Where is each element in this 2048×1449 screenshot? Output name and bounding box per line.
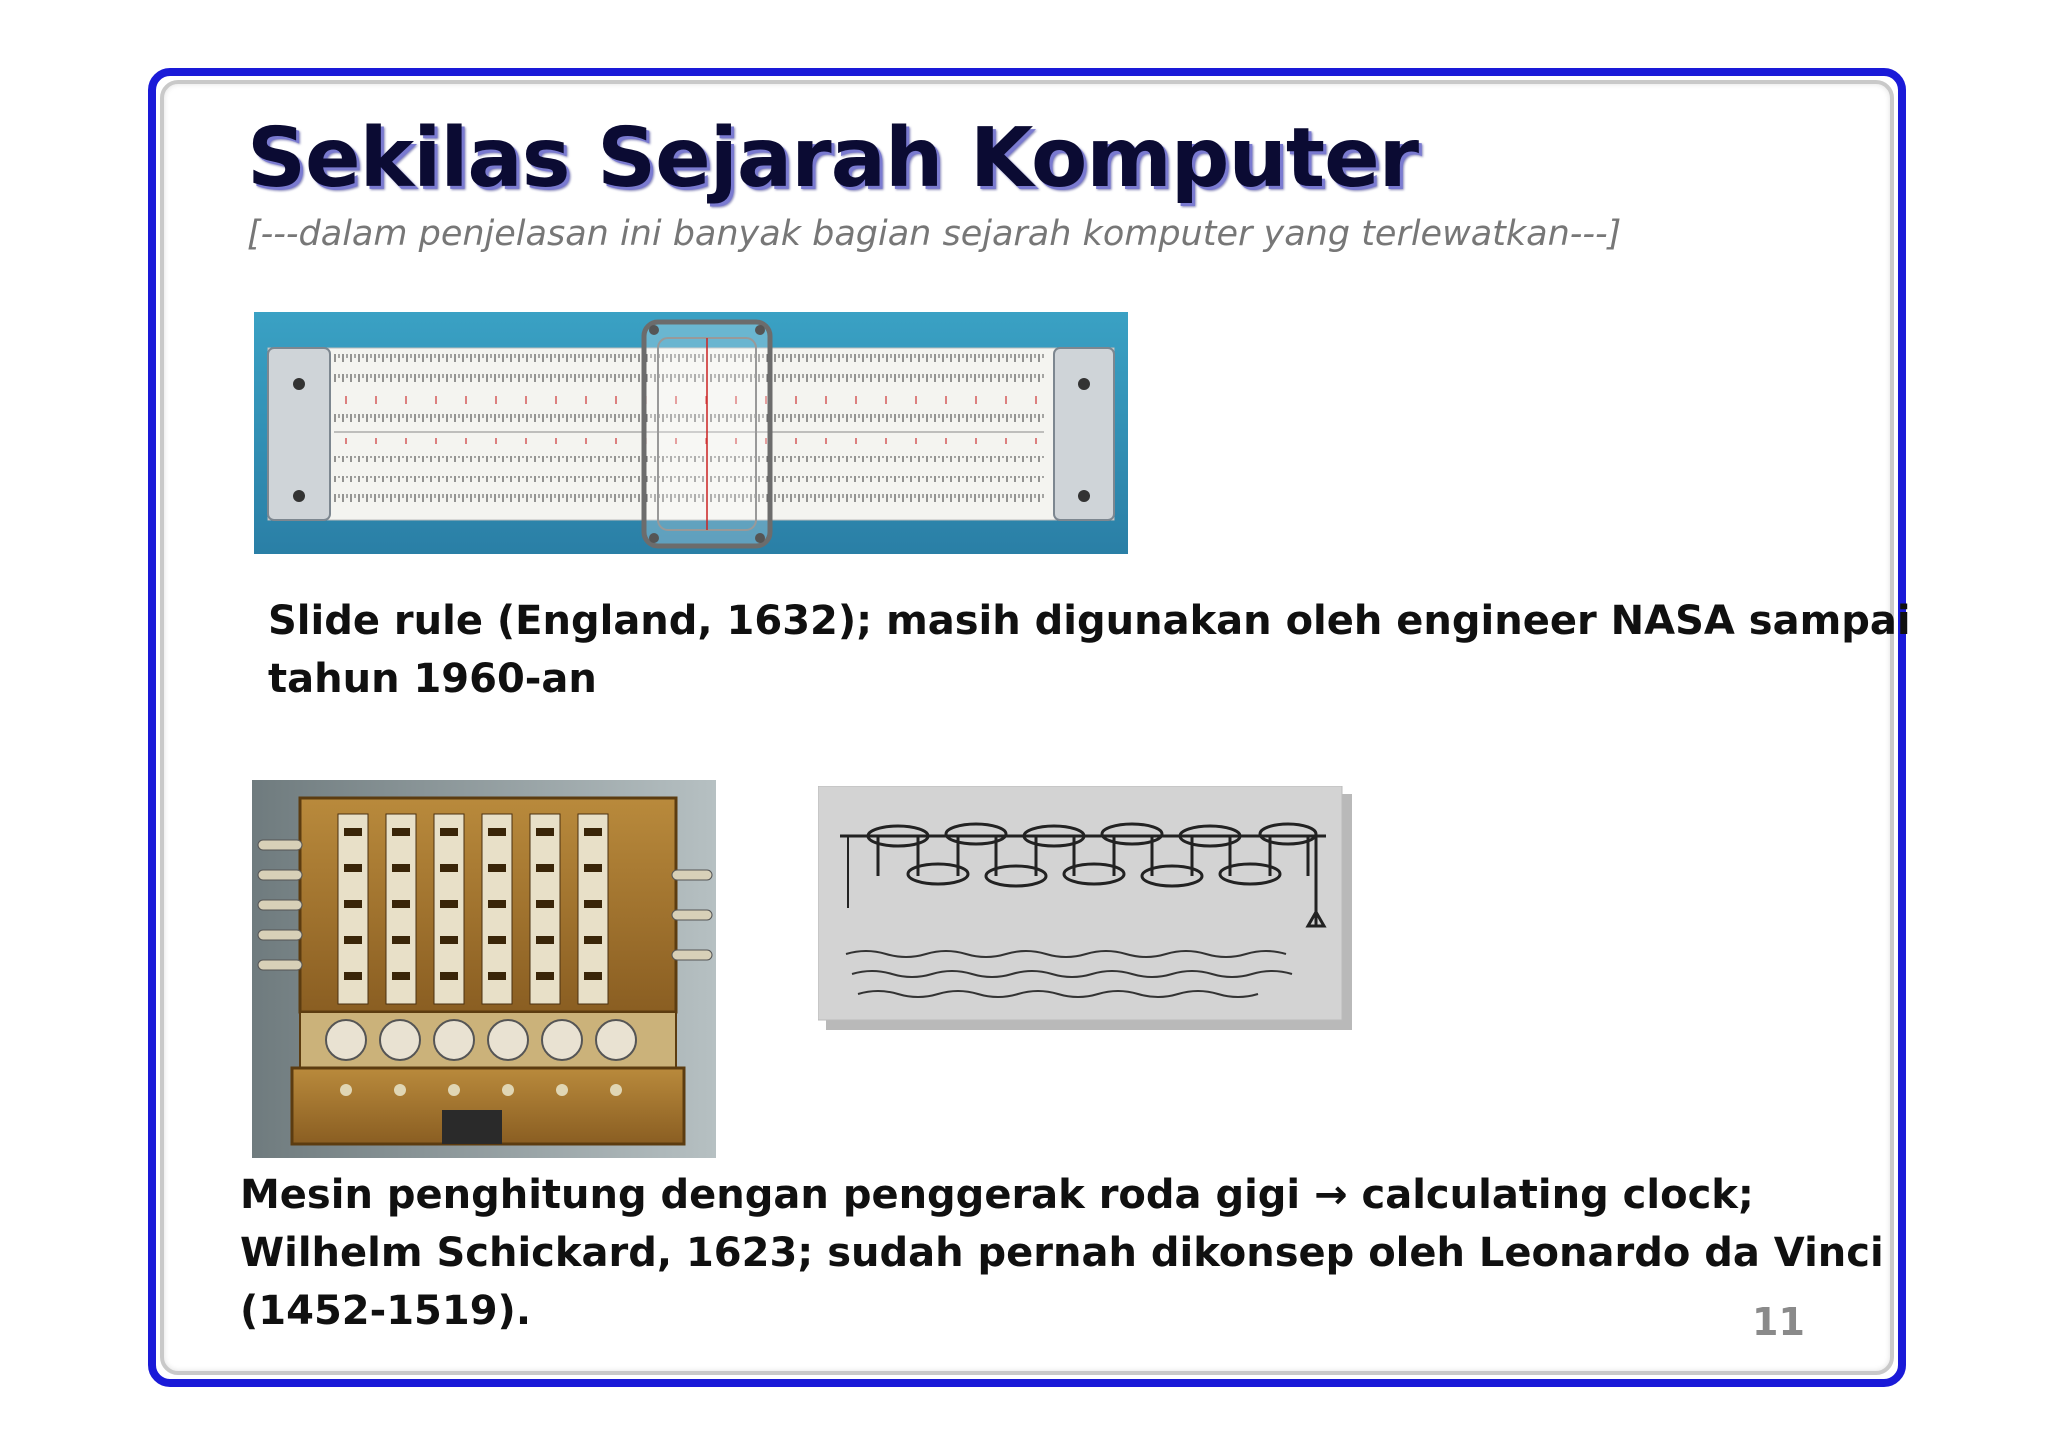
slide-subtitle: [---dalam penjelasan ini banyak bagian sejarah komputer yang terlewatkan---]: [247, 214, 1622, 254]
caption2-line1: Mesin penghitung dengan penggerak roda gigi → calculating clock;: [240, 1172, 1754, 1218]
slide-rule-image: [254, 312, 1128, 554]
calculating-clock-caption: [240, 1166, 1884, 1340]
da-vinci-sketch-image: [818, 786, 1352, 1030]
calculating-clock-image: [252, 780, 716, 1158]
slide-title: Sekilas Sejarah Komputer: [247, 111, 1419, 206]
caption1-line1: Slide rule (England, 1632); masih digunakan oleh engineer NASA sampai: [268, 598, 1911, 644]
caption2-line2: Wilhelm Schickard, 1623; sudah pernah dikonsep oleh Leonardo da Vinci: [240, 1230, 1884, 1276]
caption1-line2: tahun 1960-an: [268, 656, 597, 702]
page-number: 11: [1752, 1300, 1805, 1344]
caption2-line3: (1452-1519).: [240, 1288, 532, 1334]
slide-rule-caption: [268, 592, 1911, 708]
